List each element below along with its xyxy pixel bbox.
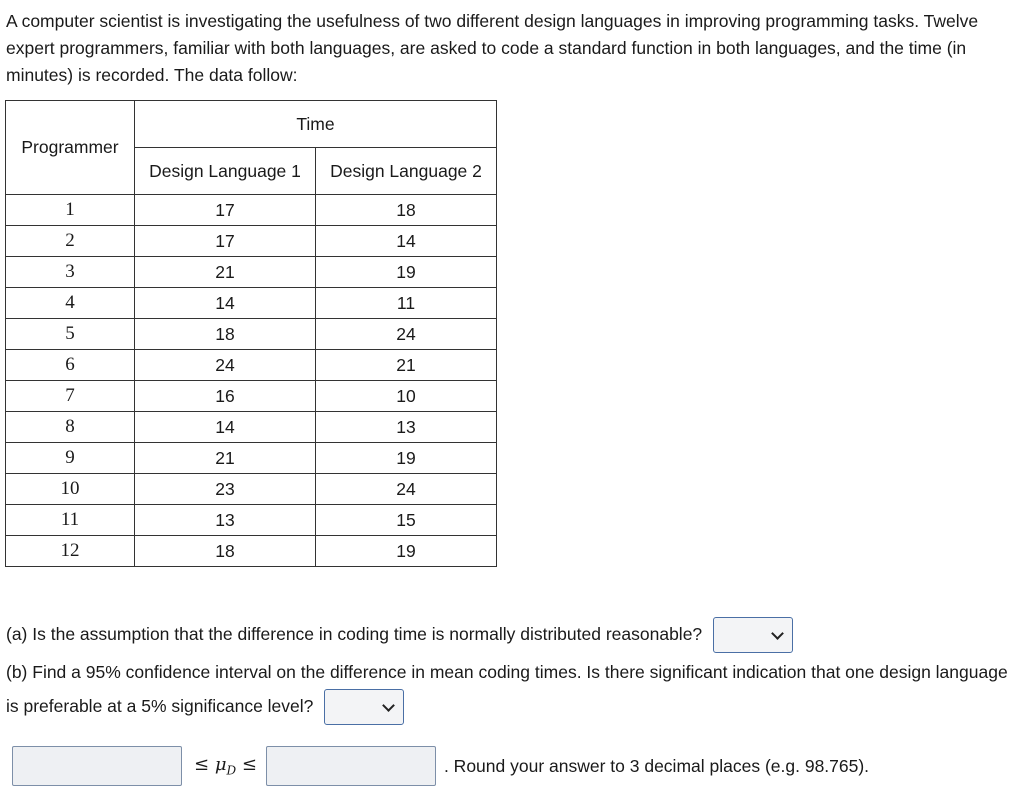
language-1-cell: 17 <box>135 226 316 257</box>
chevron-down-icon <box>771 628 784 641</box>
table-row <box>6 350 497 381</box>
lower-bound-input[interactable] <box>12 746 182 786</box>
language-2-cell: 24 <box>316 319 497 350</box>
programmer-cell: 8 <box>6 412 135 443</box>
table-row <box>6 412 497 443</box>
programmer-cell: 6 <box>6 350 135 381</box>
language-1-cell: 17 <box>135 195 316 226</box>
programmer-cell: 11 <box>6 505 135 536</box>
programmer-cell: 2 <box>6 226 135 257</box>
confidence-interval-row <box>12 746 869 786</box>
language-2-cell: 10 <box>316 381 497 412</box>
language-2-cell: 15 <box>316 505 497 536</box>
programmer-header: Programmer <box>6 101 135 195</box>
question-a-text: (a) Is the assumption that the difference in coding time is normally distributed reasonable? <box>6 624 703 644</box>
language-1-cell: 24 <box>135 350 316 381</box>
language-2-cell: 14 <box>316 226 497 257</box>
language-1-cell: 21 <box>135 443 316 474</box>
table-row <box>6 443 497 474</box>
language-1-cell: 18 <box>135 536 316 567</box>
language-1-cell: 14 <box>135 288 316 319</box>
language-2-cell: 24 <box>316 474 497 505</box>
programmer-cell: 4 <box>6 288 135 319</box>
upper-bound-input[interactable] <box>266 746 436 786</box>
rounding-instruction: . Round your answer to 3 decimal places (e.g. 98.765). <box>443 755 870 776</box>
table-row <box>6 536 497 567</box>
language-2-cell: 11 <box>316 288 497 319</box>
interval-symbol: ≤ $\mu_D$ ≤ <box>194 754 257 778</box>
language-1-header: Design Language 1 <box>135 148 316 195</box>
language-1-cell: 14 <box>135 412 316 443</box>
language-1-cell: 23 <box>135 474 316 505</box>
programmer-cell: 12 <box>6 536 135 567</box>
language-1-cell: 13 <box>135 505 316 536</box>
language-1-cell: 21 <box>135 257 316 288</box>
table-row <box>6 381 497 412</box>
language-2-cell: 19 <box>316 443 497 474</box>
data-table <box>5 100 497 567</box>
table-header-row <box>6 101 497 148</box>
programmer-cell: 7 <box>6 381 135 412</box>
table-row <box>6 195 497 226</box>
programmer-cell: 3 <box>6 257 135 288</box>
problem-intro: A computer scientist is investigating the usefulness of two different design languages in improving programming tasks. Twelve expert programmers, familiar with both languages, are asked to code a standard function in both languages, and the time (in minutes) is recorded. The data follow: <box>6 11 979 85</box>
table-row <box>6 319 497 350</box>
question-b <box>6 655 1018 725</box>
language-1-cell: 18 <box>135 319 316 350</box>
language-1-cell: 16 <box>135 381 316 412</box>
language-2-cell: 19 <box>316 257 497 288</box>
significance-dropdown[interactable] <box>324 689 404 725</box>
language-2-cell: 13 <box>316 412 497 443</box>
table-row <box>6 474 497 505</box>
question-a <box>6 617 793 653</box>
normality-dropdown[interactable] <box>713 617 793 653</box>
programmer-cell: 1 <box>6 195 135 226</box>
language-2-header: Design Language 2 <box>316 148 497 195</box>
time-header: Time <box>135 101 497 148</box>
table-row <box>6 257 497 288</box>
chevron-down-icon <box>382 700 395 713</box>
language-2-cell: 18 <box>316 195 497 226</box>
language-2-cell: 19 <box>316 536 497 567</box>
programmer-cell: 5 <box>6 319 135 350</box>
programmer-cell: 9 <box>6 443 135 474</box>
table-body <box>6 195 497 567</box>
table-row <box>6 288 497 319</box>
table-row <box>6 226 497 257</box>
table-row <box>6 505 497 536</box>
language-2-cell: 21 <box>316 350 497 381</box>
programmer-cell: 10 <box>6 474 135 505</box>
question-b-text: (b) Find a 95% confidence interval on the difference in mean coding times. Is there significant indication that one design language is preferable at a 5% significance level? <box>6 662 1008 716</box>
